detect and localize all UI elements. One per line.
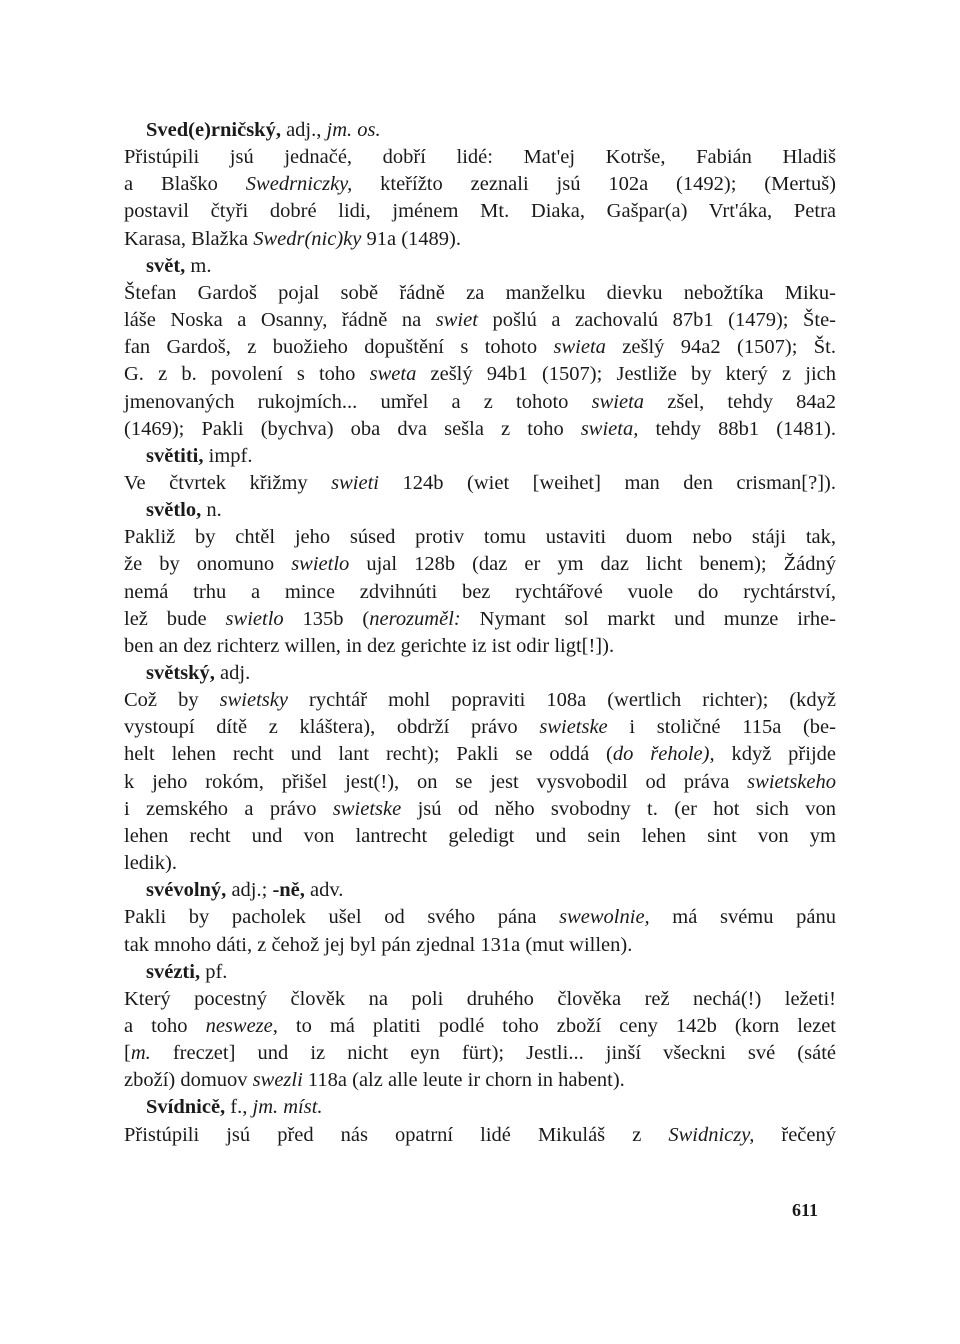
page-number: 611	[792, 1200, 819, 1220]
text-segment: adj.	[214, 662, 251, 684]
italic-text: swieta,	[580, 417, 639, 440]
text-line	[124, 717, 836, 739]
headword: -ně,	[272, 879, 305, 902]
text-segment: pošlú a zachovalú 87b1 (1479); Šte-	[477, 309, 837, 332]
text-line	[124, 174, 836, 196]
text-line	[124, 663, 836, 685]
text-segment: postavil čtyři dobré lidi, jménem Mt. Diaka, Gašpar(a) Vrt'áka, Petra	[124, 200, 836, 223]
text-segment: Přistúpili jsú jednačé, dobří lidé: Mat'ej Kotrše, Fabián Hladiš	[124, 146, 836, 169]
headword: svézti,	[146, 960, 201, 983]
text-segment: zešlý 94a2 (1507); Št.	[605, 336, 836, 359]
text-line	[124, 337, 836, 359]
text-line	[124, 473, 836, 495]
text-line	[124, 446, 836, 468]
text-line	[124, 826, 836, 848]
text-segment: jmenovaných rukojmích... umřel a z tohoto	[124, 390, 592, 413]
text-segment: k jeho rokóm, přišel jest(!), on se jest vysvobodil od práva	[124, 770, 748, 793]
headword: světlo,	[146, 499, 202, 522]
text-line	[124, 283, 836, 305]
text-line	[124, 772, 836, 794]
text-segment: ujal 128b (daz er ym daz licht benem); Žádný	[349, 553, 836, 576]
text-segment: rychtář mohl popraviti 108a (wertlich richter); (když	[287, 689, 837, 712]
italic-text: Swidniczy,	[668, 1123, 755, 1146]
text-segment: nemá trhu a mince zdvihnúti bez rychtářové vuole do rychtárství,	[124, 580, 836, 603]
italic-text: swietlo	[225, 607, 284, 630]
text-segment: Což by	[124, 689, 220, 712]
text-segment: impf.	[203, 444, 253, 467]
text-segment: adj.,	[280, 119, 327, 141]
text-segment: freczet] und iz nicht eyn fürt); Jestli... jinší všeckni své (sáté	[150, 1042, 836, 1065]
text-line	[124, 147, 836, 169]
text-segment: zšel, tehdy 84a2	[644, 390, 837, 413]
text-line	[124, 1070, 836, 1092]
italic-text: swietske	[539, 716, 608, 739]
text-segment: to má platiti podlé toho zboží ceny 142b (korn lezet	[277, 1014, 836, 1037]
text-segment: Který pocestný člověk na poli druhého člověka rež nechá(!) ležeti!	[124, 987, 836, 1010]
text-segment: 91a (1489).	[361, 227, 461, 250]
text-line	[124, 1016, 836, 1038]
text-segment: vystoupí dítě z kláštera), obdrží právo	[124, 716, 540, 739]
text-segment: m.	[185, 254, 212, 277]
text-segment: n.	[201, 499, 222, 522]
italic-text: swieta	[591, 390, 645, 413]
text-line	[124, 582, 836, 604]
text-segment: Karasa, Blažka	[124, 227, 254, 250]
text-line	[124, 419, 836, 441]
text-line	[124, 636, 836, 658]
text-segment: Štefan Gardoš pojal sobě řádně za manželku dievku nebožtíka Miku-	[124, 281, 836, 304]
text-segment: adj.;	[226, 879, 273, 902]
text-line	[124, 799, 836, 821]
text-segment: když přijde	[714, 743, 836, 766]
text-segment: helt lehen recht und lant recht); Pakli se oddá (	[124, 743, 613, 766]
italic-text: Swedrniczky,	[245, 173, 353, 196]
text-segment: i stoličné 115a (be-	[607, 716, 836, 739]
text-segment: Nymant sol markt und munze irhe-	[460, 607, 836, 630]
headword: světiti,	[146, 444, 204, 467]
italic-text: swiet	[435, 309, 478, 332]
text-segment: řečený	[754, 1123, 836, 1146]
text-segment: i zemského a právo	[124, 797, 333, 820]
text-line	[124, 853, 836, 875]
text-line	[124, 554, 836, 576]
italic-text: swewolnie,	[559, 906, 650, 929]
text-line	[124, 364, 836, 386]
text-segment: lež bude	[124, 607, 226, 630]
text-line	[124, 201, 836, 223]
text-line	[124, 744, 836, 766]
italic-text: jm. míst.	[252, 1096, 323, 1119]
text-segment: zboží) domuov	[124, 1069, 253, 1092]
headword: Svídnicě,	[146, 1096, 226, 1119]
text-segment: 135b (	[283, 607, 370, 630]
italic-text: swietskeho	[747, 770, 836, 793]
text-segment: (1469); Pakli (bychva) oba dva sešla z toho	[124, 417, 581, 440]
text-line	[124, 392, 836, 414]
text-line	[124, 690, 836, 712]
text-line	[124, 1097, 836, 1119]
text-segment: Pakliž by chtěl jeho súsed protiv tomu ustaviti duom nebo stáji tak,	[124, 526, 836, 549]
text-segment: adv.	[304, 879, 344, 902]
italic-text: swieti	[331, 471, 379, 494]
text-segment: jsú od něho svobodny t. (er hot sich von	[401, 797, 836, 820]
text-line	[124, 229, 836, 251]
italic-text: nesweze,	[205, 1014, 278, 1037]
text-segment: [	[124, 1042, 131, 1065]
text-line	[124, 500, 836, 522]
italic-text: swezli	[252, 1069, 303, 1092]
text-line	[124, 935, 836, 957]
headword: svévolný,	[146, 879, 227, 902]
text-line	[124, 907, 836, 929]
text-segment: ledik).	[124, 852, 177, 875]
text-segment: láše Noska a Osanny, řádně na	[124, 309, 436, 332]
italic-text: swietske	[332, 797, 402, 820]
text-line	[124, 962, 836, 984]
text-line	[124, 256, 836, 278]
text-segment: 118a (alz alle leute ir chorn in habent).	[302, 1069, 625, 1092]
italic-text: swietlo	[291, 553, 350, 576]
headword: svět,	[146, 254, 186, 277]
text-line	[124, 1125, 836, 1147]
italic-text: do řehole),	[612, 743, 715, 766]
italic-text: sweta	[369, 363, 417, 386]
text-line	[124, 1043, 836, 1065]
text-segment: má svému pánu	[649, 906, 836, 929]
text-line	[124, 989, 836, 1011]
text-line	[124, 880, 836, 902]
text-line	[124, 120, 836, 142]
headword: Sved(e)rničský,	[146, 119, 281, 141]
text-segment: Pakli by pacholek ušel od svého pána	[124, 906, 560, 929]
text-line	[124, 310, 836, 332]
text-segment: G. z b. povolení s toho	[124, 363, 370, 386]
text-segment: kteřížto zeznali jsú 102a (1492); (Mertuš)	[352, 173, 837, 196]
text-segment: fan Gardoš, z buožieho dopuštění s tohoto	[124, 336, 554, 359]
italic-text: swietsky	[219, 689, 288, 712]
italic-text: Swedr(nic)ky	[253, 227, 362, 250]
text-segment: zešlý 94b1 (1507); Jestliže by který z jich	[416, 363, 836, 386]
text-segment: a Blaško	[124, 173, 246, 196]
italic-text: swieta	[553, 336, 606, 359]
text-segment: tak mnoho dáti, z čehož jej byl pán zjednal 131a (mut willen).	[124, 933, 633, 956]
headword: světský,	[146, 662, 215, 684]
italic-text: m.	[130, 1042, 151, 1065]
text-segment: f.,	[225, 1096, 253, 1119]
text-segment: lehen recht und von lantrecht geledigt und sein lehen sint von ym	[124, 824, 836, 847]
italic-text: nerozuměl:	[369, 607, 461, 630]
text-segment: Ve čtvrtek křižmy	[124, 471, 332, 494]
text-segment: tehdy 88b1 (1481).	[638, 417, 836, 440]
text-line	[124, 527, 836, 549]
text-segment: 124b (wiet [weihet] man den crisman[?]).	[379, 471, 836, 494]
text-line	[124, 609, 836, 631]
text-segment: Přistúpili jsú před nás opatrní lidé Mikuláš z	[124, 1123, 669, 1146]
text-segment: že by onomuno	[124, 553, 292, 576]
text-segment: ben an dez richterz willen, in dez gerichte iz ist odir ligt[!]).	[124, 634, 615, 657]
italic-text: jm. os.	[326, 119, 381, 141]
text-segment: a toho	[124, 1014, 206, 1037]
text-segment: pf.	[200, 960, 228, 983]
